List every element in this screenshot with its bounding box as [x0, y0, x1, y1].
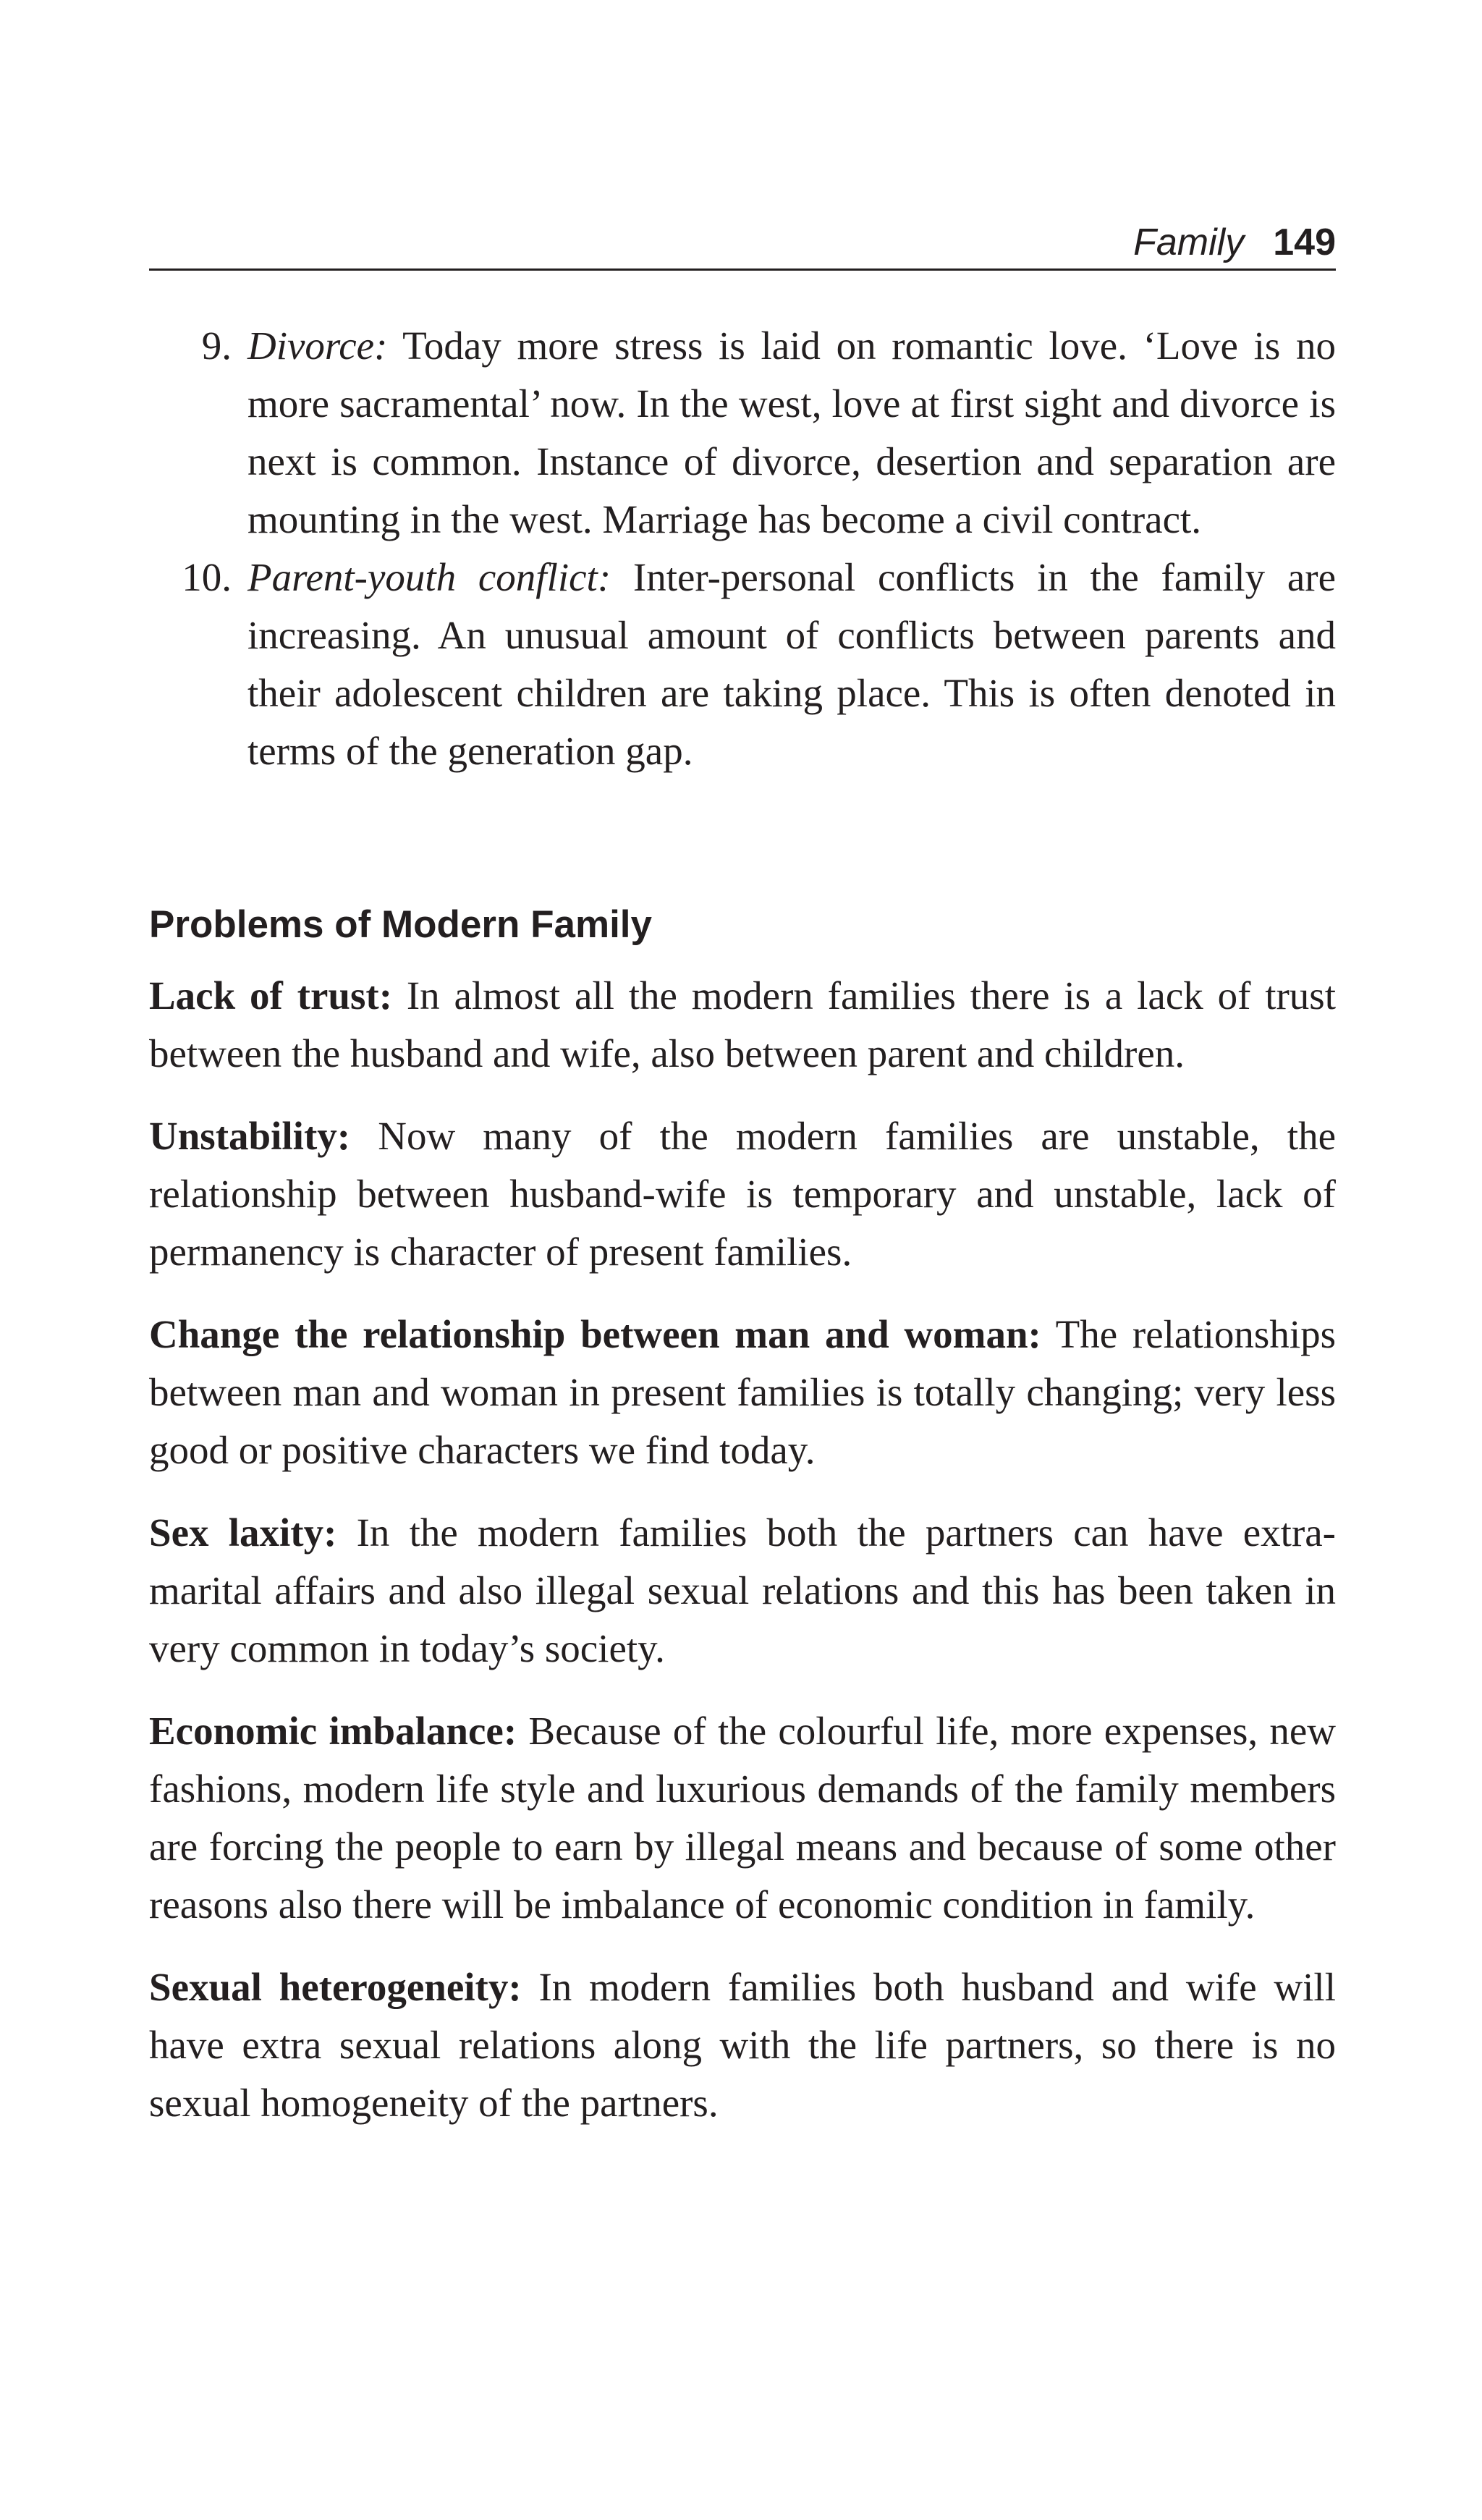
list-item-divorce	[149, 317, 1336, 549]
paragraph-text: Because of the colourful life, more expenses, new fashions, modern life style and luxurious demands of the family members are forcing the people to earn by illegal means and because of some other reasons also there will be imbalance of economic condition in family.	[149, 1709, 1336, 1927]
numbered-list	[149, 317, 1336, 780]
list-item-number: 10.	[182, 555, 232, 599]
paragraph-text: In almost all the modern families there is a lack of trust between the husband and wife, also between parent and children.	[149, 973, 1336, 1075]
list-item-number: 9.	[201, 324, 232, 368]
list-item-term: Divorce:	[247, 324, 388, 368]
running-header	[149, 214, 1336, 271]
paragraph-term: Lack of trust:	[149, 973, 393, 1018]
paragraph-text: In the modern families both the partners can have extra-marital affairs and also illegal sexual relations and this has been taken in very common in today’s society.	[149, 1510, 1336, 1670]
paragraph-term: Sexual heterogeneity:	[149, 1965, 522, 2009]
paragraph-text: In modern families both husband and wife will have extra sexual relations along with the life partners, so there is no sexual homogeneity of the partners.	[149, 1965, 1336, 2125]
paragraph-sex-laxity	[149, 1504, 1336, 1678]
paragraph-economic-imbalance	[149, 1702, 1336, 1934]
list-item-text: Today more stress is laid on romantic love. ‘Love is no more sacramental’ now. In the west, love at first sight and divorce is next is common. Instance of divorce, desertion and separation are mounting in the west. Marriage has become a civil contract.	[247, 324, 1336, 541]
paragraph-text: Now many of the modern families are unstable, the relationship between husband-wife is temporary and unstable, lack of permanency is character of present families.	[149, 1114, 1336, 1274]
page-number: 149	[1273, 221, 1336, 263]
paragraph-term: Economic imbalance:	[149, 1709, 517, 1753]
paragraph-sexual-heterogeneity	[149, 1958, 1336, 2132]
paragraph-text: The relationships between man and woman in present families is totally changing; very less good or positive characters we find today.	[149, 1312, 1336, 1472]
list-item-term: Parent-youth conflict:	[247, 555, 611, 599]
paragraph-term: Change the relationship between man and woman:	[149, 1312, 1041, 1356]
paragraph-lack-of-trust	[149, 967, 1336, 1083]
paragraph-unstability	[149, 1107, 1336, 1281]
paragraph-term: Sex laxity:	[149, 1510, 337, 1555]
section-heading: Problems of Modern Family	[149, 903, 653, 946]
list-item-parent-youth-conflict	[149, 549, 1336, 780]
paragraph-relationship-change	[149, 1306, 1336, 1479]
section-body	[149, 967, 1336, 2157]
list-item-text: Inter-personal conflicts in the family are increasing. An unusual amount of conflicts between parents and their adolescent children are taking place. This is often denoted in terms of the generation gap.	[247, 555, 1336, 773]
paragraph-term: Unstability:	[149, 1114, 351, 1158]
running-title: Family	[1133, 221, 1245, 263]
